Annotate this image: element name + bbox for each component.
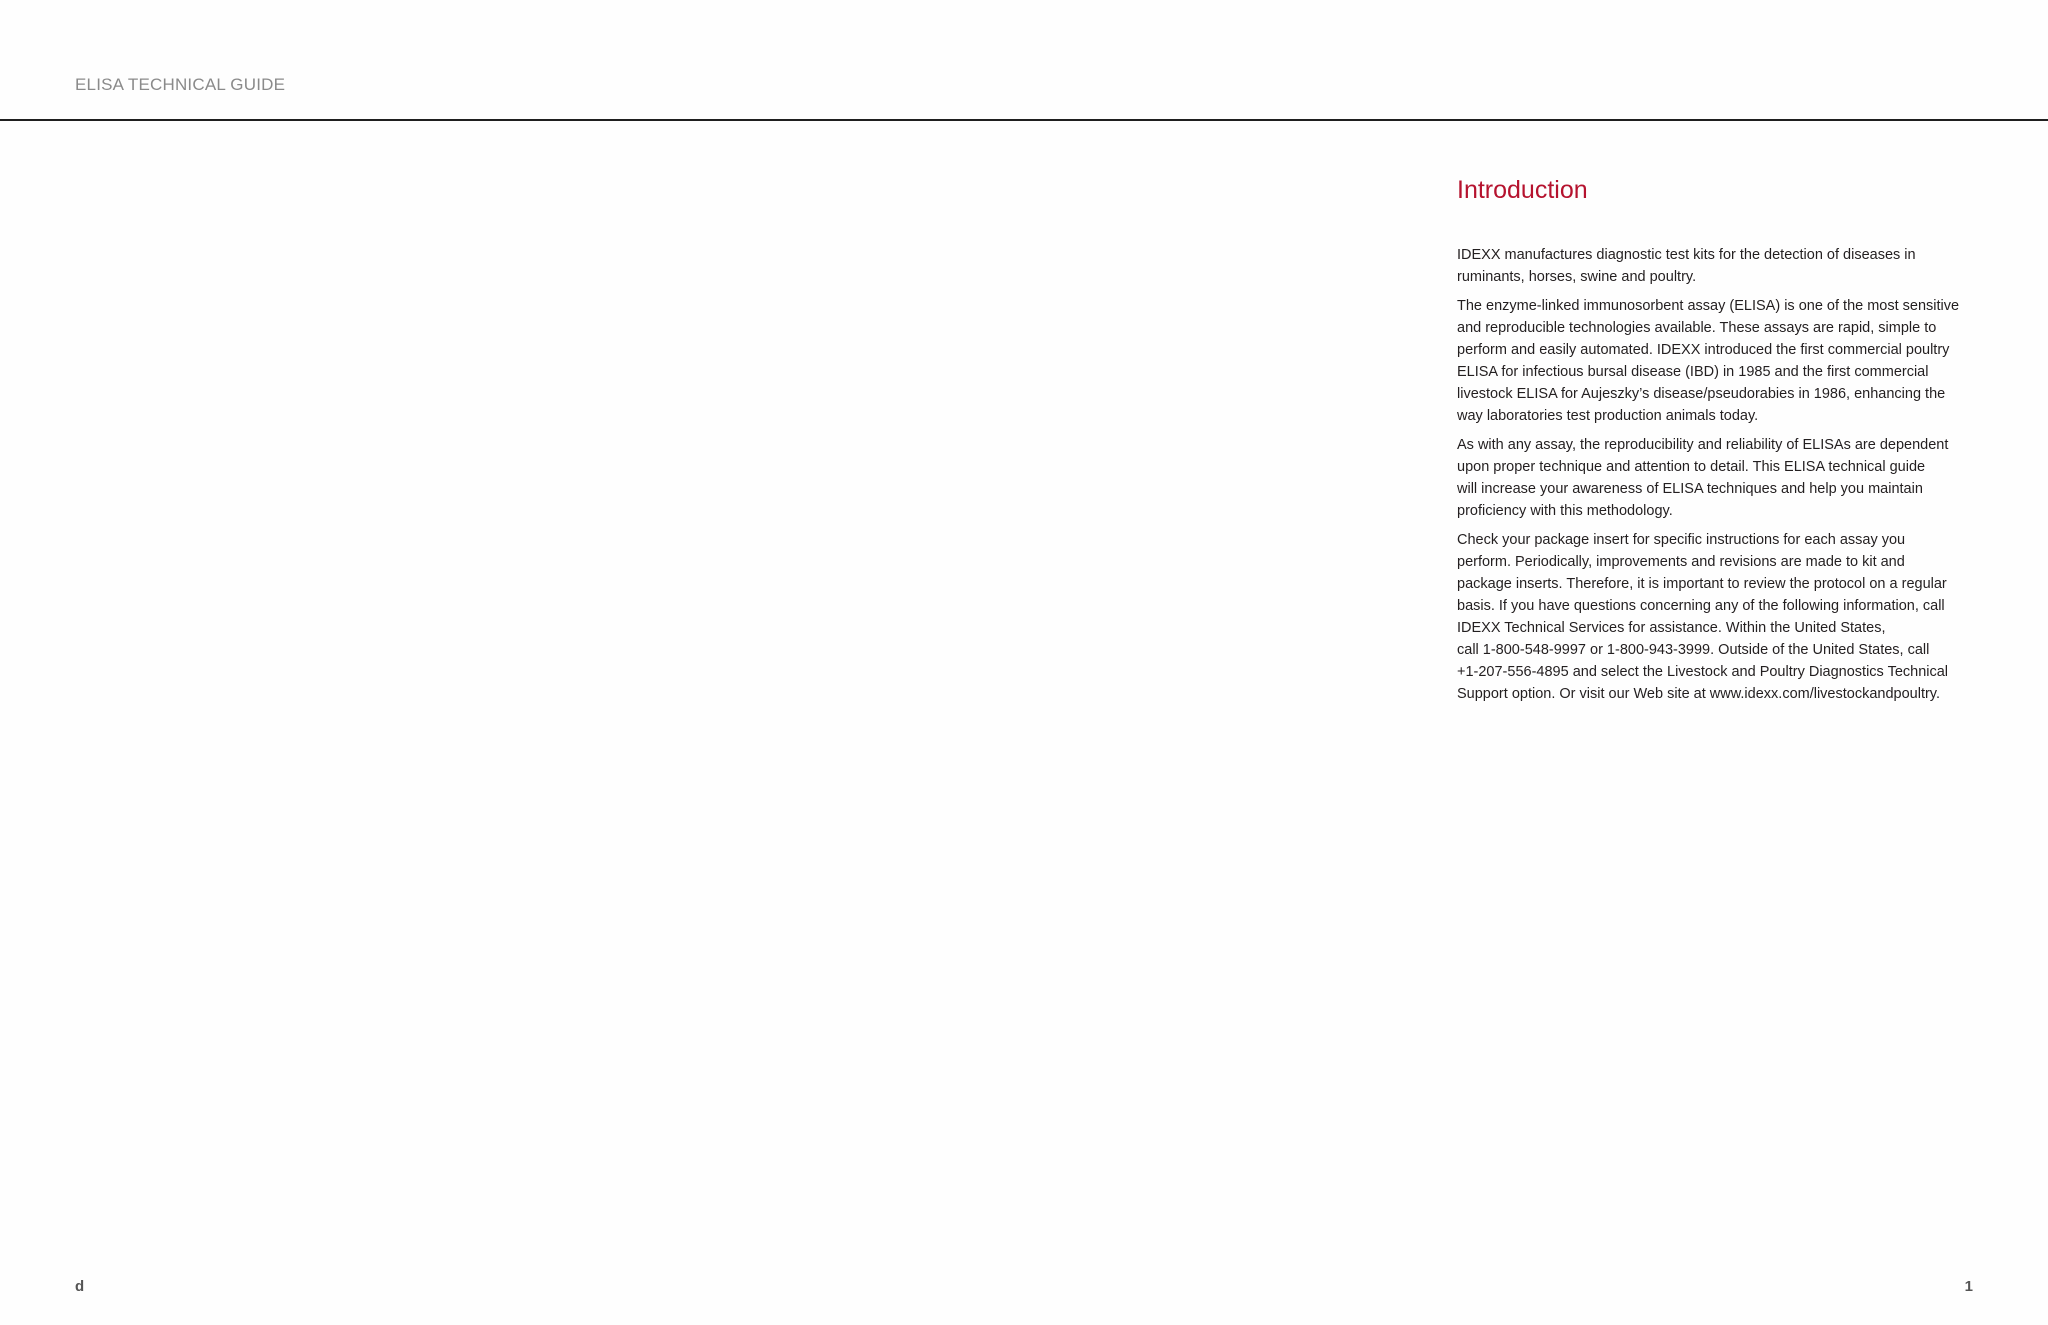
page-number-right: 1 bbox=[1964, 1278, 1973, 1295]
introduction-title: Introduction bbox=[1457, 176, 1588, 204]
intro-paragraph-2: The enzyme-linked immunosorbent assay (ELISA) is one of the most sensitive and reproducible technologies available. These assays are rapid, simple to perform and easily automated. IDEXX introduced the first commercial poultry ELISA for infectious bursal disease (IBD) in 1985 and the first commercial livestock ELISA for Aujeszky’s disease/pseudorabies in 1986, enhancing the way laboratories test production animals today. bbox=[1457, 298, 1960, 424]
intro-paragraph-1: IDEXX manufactures diagnostic test kits for the detection of diseases in ruminants, horses, swine and poultry. bbox=[1457, 247, 1916, 285]
header-rule bbox=[0, 119, 2048, 121]
intro-paragraph-4: Check your package insert for specific instructions for each assay you perform. Periodically, improvements and revisions are made to kit and package inserts. Therefore, it is important to review the protocol on a regular basis. If you have questions concerning any of the following information, call IDEXX Technical Services for assistance. Within the United States, call 1-800-548-9997 or 1-800-943-3999. Outside of the United States, call +1-207-556-4895 and select the Livestock and Poultry Diagnostics Technical Support option. Or visit our Web site at www.idexx.com/livestockandpoultry. bbox=[1457, 532, 1949, 702]
intro-paragraph-3: As with any assay, the reproducibility and reliability of ELISAs are dependent upon proper technique and attention to detail. This ELISA technical guide will increase your awareness of ELISA techniques and help you maintain proficiency with this methodology. bbox=[1457, 437, 1949, 519]
page-number-left: d bbox=[75, 1278, 85, 1295]
running-header: ELISA TECHNICAL GUIDE bbox=[75, 75, 286, 94]
introduction-section bbox=[1457, 172, 1987, 712]
